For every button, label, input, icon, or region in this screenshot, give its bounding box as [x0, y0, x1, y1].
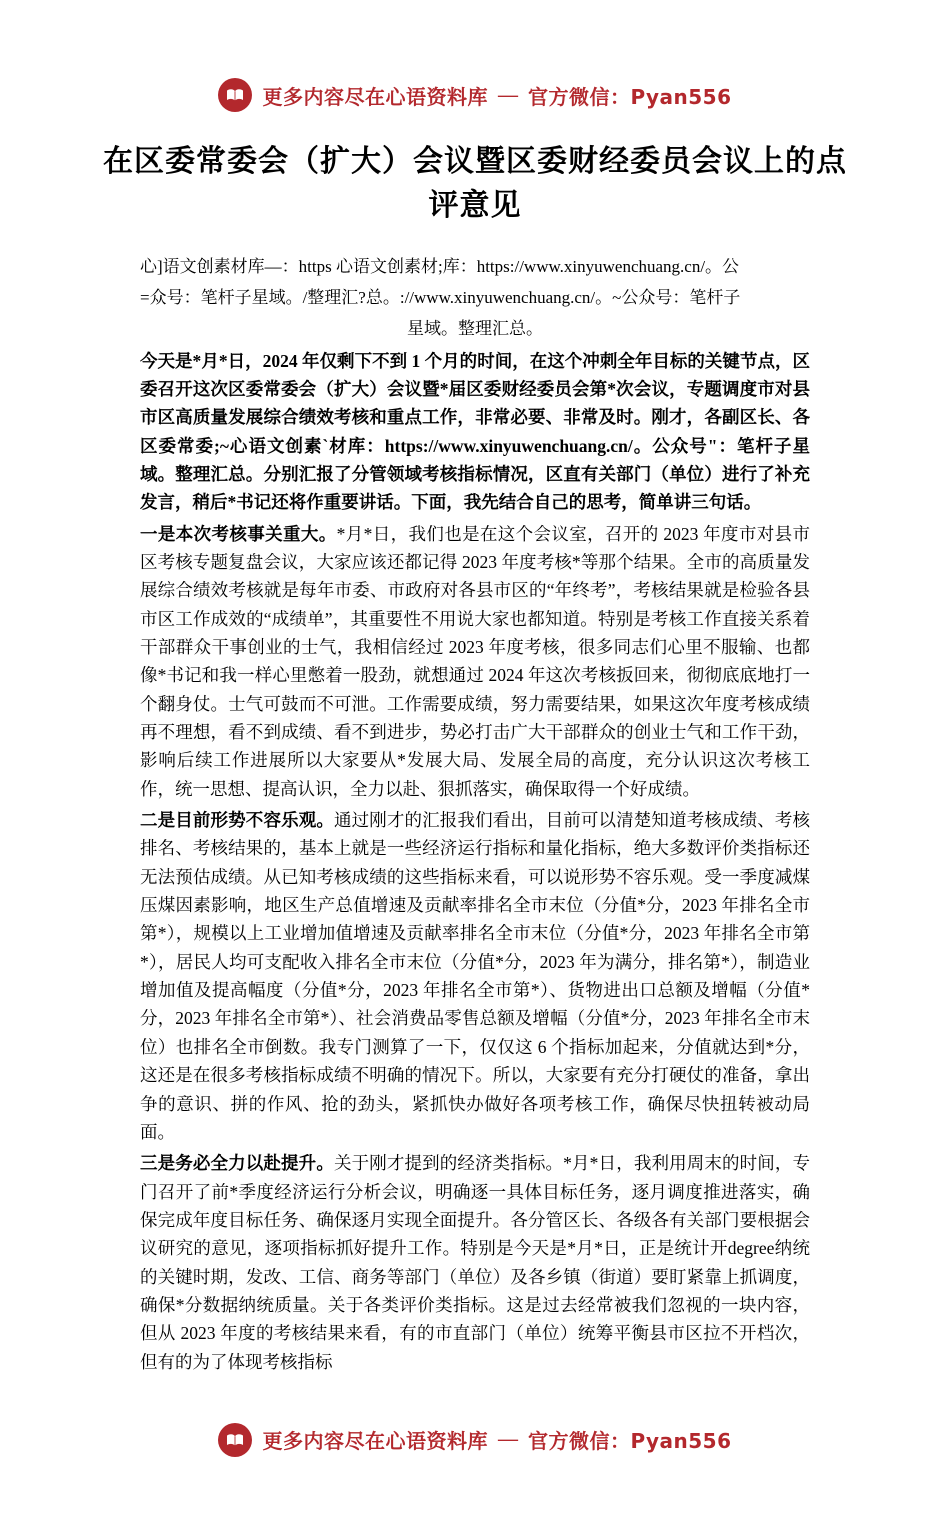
paragraph-point-1: [140, 520, 810, 803]
document-title: 在区委常委会（扩大）会议暨区委财经委员会议上的点评意见: [103, 144, 847, 223]
paragraph-point-3-text: 关于刚才提到的经济类指标。*月*日，我利用周末的时间，专门召开了前*季度经济运行分析会议，明确逐一具体目标任务，逐月调度推进落实，确保完成年度目标任务、确保逐月实现全面提升。各分管区长、各级各有关部门要根据会议研究的意见，逐项指标抓好提升工作。特别是今天是*月*日，正是统计开degree纳统的关键时期，发改、工信、商务等部门（单位）及各乡镇（街道）要盯紧靠上抓调度，确保*分数据纳统质量。关于各类评价类指标。这是过去经常被我们忽视的一块内容，但从 2023 年度的考核结果来看，有的市直部门（单位）统筹平衡县市区拉不开档次，但有的为了体现考核指标: [140, 1153, 811, 1372]
paragraph-point-2-text: 通过刚才的汇报我们看出，目前可以清楚知道考核成绩、考核排名、考核结果的，基本上就是一些经济运行指标和量化指标，绝大多数评价类指标还无法预估成绩。从已知考核成绩的这些指标来看，可以说形势不容乐观。受一季度减煤压煤因素影响，地区生产总值增速及贡献率排名全市末位（分值*分，2023 年排名全市第*），规模以上工业增加值增速及贡献率排名全市末位（分值*分，2023 年排名全市第*），居民人均可支配收入排名全市末位（分值*分，2023 年为满分，排名第*），制造业增加值及提高幅度（分值*分，2023 年排名全市第*）、货物进出口总额及增幅（分值*分，2023 年排名全市第*）、社会消费品零售总额及增幅（分值*分，2023 年排名全市末位）也排名全市倒数。我专门测算了一下，仅仅这 6 个指标加起来，分值就达到*分，这还是在很多考核指标成绩不明确的情况下。所以，大家要有充分打硬仗的准备，拿出争的意识、拼的作风、抢的劲头，紧抓快办做好各项考核工作，确保尽快扭转被动局面。: [140, 810, 811, 1142]
watermark-banner-bottom: [0, 1423, 950, 1457]
watermark-banner-top: [0, 78, 950, 112]
source-note-line-1: 心]语文创素材库—：https 心语文创素材;库：https://www.xinyuwenchuang.cn/。公: [140, 257, 740, 276]
paragraph-point-2-lead: 二是目前形势不容乐观。: [140, 810, 334, 831]
book-logo-icon: [218, 78, 252, 112]
watermark-text-left-bottom: 更多内容尽在心语资料库: [262, 1429, 488, 1454]
document-page: [0, 78, 950, 1529]
watermark-text-right-bottom: 官方微信：Pyan556: [527, 1429, 732, 1454]
paragraph-point-1-lead: 一是本次考核事关重大。: [140, 523, 337, 544]
paragraph-point-3-lead: 三是务必全力以赴提升。: [140, 1153, 334, 1174]
book-logo-icon-bottom: [218, 1423, 252, 1457]
paragraph-intro: 今天是*月*日，2024 年仅剩下不到 1 个月的时间，在这个冲刺全年目标的关键节点，区委召开这次区委常委会（扩大）会议暨*届区委财经委员会第*次会议，专题调度市对县市区高质量发展综合绩效考核和重点工作，非常必要、非常及时。刚才，各副区长、各区委常委;~心语文创素`材库：https://www.xinyuwenchuang.cn/。公众号"：笔杆子星域。整理汇总。分别汇报了分管领域考核指标情况，区直有关部门（单位）进行了补充发言，稍后*书记还将作重要讲话。下面，我先结合自己的思考，简单讲三句话。: [140, 350, 810, 513]
source-note-line-3: 星域。整理汇总。: [407, 319, 543, 339]
watermark-separator: —: [497, 83, 518, 106]
paragraph-point-2: [140, 806, 810, 1146]
document-body: [140, 253, 810, 1529]
paragraph-point-3: [140, 1149, 810, 1376]
paragraph-point-1-text: *月*日，我们也是在这个会议室，召开的 2023 年度市对县市区考核专题复盘会议，大家应该还都记得 2023 年度考核*等那个结果。全市的高质量发展综合绩效考核就是每年市委、市政府对各县市区的“年终考”，考核结果就是检验各县市区工作成效的“成绩单”，其重要性不用说大家也都知道。特别是考核工作直接关系着干部群众干事创业的士气，我相信经过 2023 年度考核，很多同志们心里不服输、也都像*书记和我一样心里憋着一股劲，就想通过 2024 年这次考核扳回来，彻彻底底地打一个翻身仗。士气可鼓而不可泄。工作需要成绩，努力需要结果，如果这次年度考核成绩再不理想，看不到成绩、看不到进步，势必打击广大干部群众的创业士气和工作干劲，影响后续工作进展所以大家要从*发展大局、发展全局的高度，充分认识这次考核工作，统一思想、提高认识，全力以赴、狠抓落实，确保取得一个好成绩。: [140, 523, 811, 799]
watermark-text-left: 更多内容尽在心语资料库: [262, 84, 488, 109]
watermark-separator-bottom: —: [497, 1428, 518, 1451]
watermark-text-right: 官方微信：Pyan556: [527, 84, 732, 109]
source-note-line-2: =众号：笔杆子星域。/整理汇?总。://www.xinyuwenchuang.cn/。~公众号：笔杆子: [140, 288, 741, 308]
